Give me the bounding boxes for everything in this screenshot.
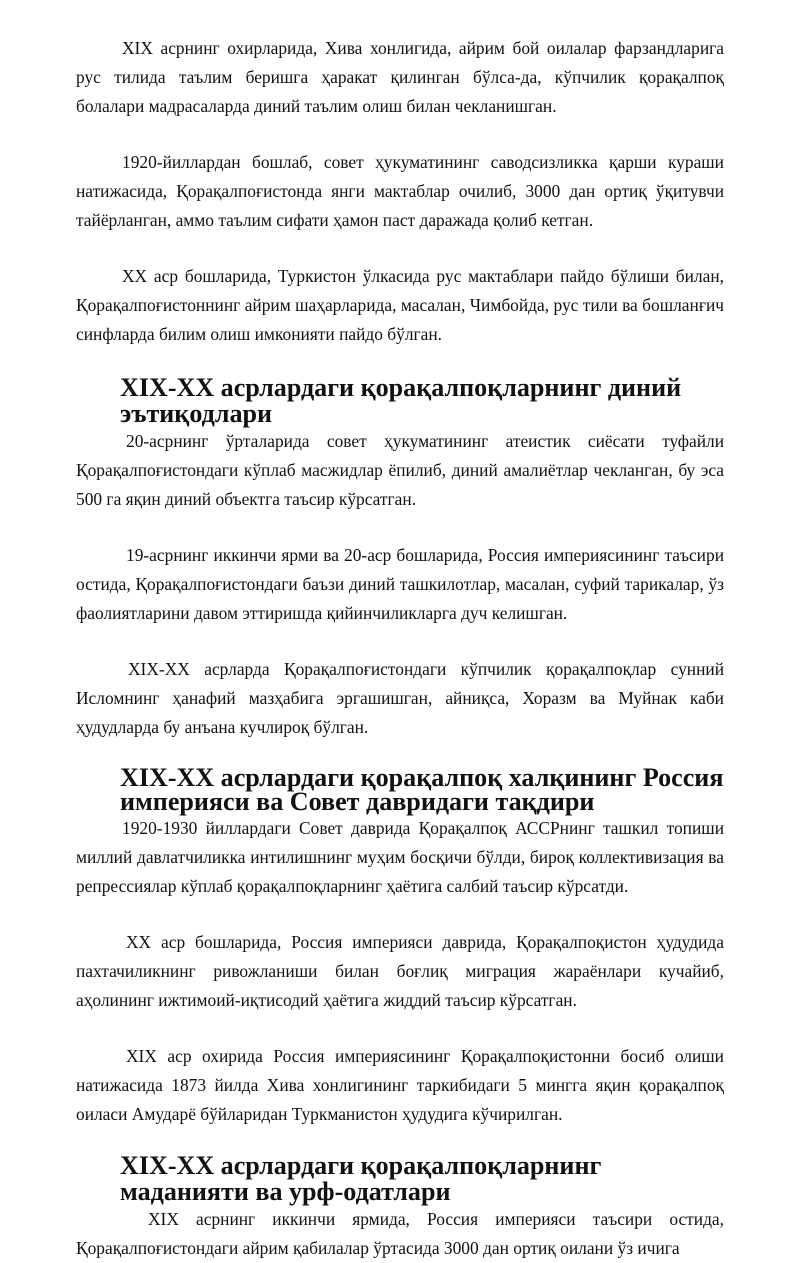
- paragraph-atheist-policy: 20-асрнинг ўрталарида совет ҳукуматининг атеистик сиёсати туфайли Қорақалпоғистондаги кўплаб масжидлар ёпилиб, диний амалиётлар чекланган, бу эса 500 га яқин диний объектга таъсир кўрсатган.: [76, 431, 724, 509]
- section-heading-culture: XIX-XX асрлардаги қорақалпоқларнинг маданияти ва урф-одатлари: [120, 1151, 602, 1206]
- paragraph-russian-schools: XX аср бошларида, Туркистон ўлкасида рус мактаблари пайдо бўлиши билан, Қорақалпоғистоннинг айрим шаҳарларида, масалан, Чимбойда, рус тили ва бошланғич синфларда билим олиш имконияти пайдо бўлган.: [76, 266, 724, 344]
- paragraph-tribes: XIX асрнинг иккинчи ярмида, Россия империяси таъсири остида, Қорақалпоғистондаги айрим қабилалар ўртасида 3000 дан ортиқ оилани ўз ичига: [76, 1209, 724, 1258]
- paragraph-cotton-migration: XX аср бошларида, Россия империяси даврида, Қорақалпоқистон ҳудудида пахтачиликнинг ривожланиши билан боғлиқ миграция жараёнлари кучайиб, аҳолининг ижтимоий-иқтисодий ҳаётига жиддий таъсир кўрсатган.: [76, 932, 724, 1010]
- section-heading-fate: XIX-XX асрлардаги қорақалпоқ халқининг Россия империяси ва Совет давридаги тақдири: [120, 763, 724, 816]
- paragraph-soviet-schools: 1920-йиллардан бошлаб, совет ҳукуматининг саводсизликка қарши кураши натижасида, Қорақалпоғистонда янги мактаблар очилиб, 3000 дан ортиқ ўқитувчи тайёрланган, аммо таълим сифати ҳамон паст даражада қолиб кетган.: [76, 152, 724, 230]
- paragraph-sufi-orders: 19-асрнинг иккинчи ярми ва 20-аср бошларида, Россия империясининг таъсири остида, Қорақалпоғистондаги баъзи диний ташкилотлар, масалан, суфий тарикалар, ўз фаолиятларини давом эттиришда қийинчиликларга дуч келишган.: [76, 545, 724, 623]
- section-heading-religion: XIX-XX асрлардаги қорақалпоқларнинг диний эътиқодлари: [120, 373, 682, 428]
- paragraph-education-khiva: XIX асрнинг охирларида, Хива хонлигида, айрим бой оилалар фарзандларига рус тилида таълим беришга ҳаракат қилинган бўлса-да, кўпчилик қорақалпоқ болалари мадрасаларда диний таълим олиш билан чекланишган.: [76, 38, 724, 116]
- paragraph-hanafi-madhhab: XIX-XX асрларда Қорақалпоғистондаги кўпчилик қорақалпоқлар сунний Исломнинг ҳанафий мазҳабига эргашишган, айниқса, Хоразм ва Муйнак каби ҳудудларда бу анъана кучлироқ бўлган.: [76, 659, 724, 737]
- paragraph-resettlement-1873: XIX аср охирида Россия империясининг Қорақалпоқистонни босиб олиши натижасида 1873 йилда Хива хонлигининг таркибидаги 5 мингга яқин қорақалпоқ оиласи Амударё бўйларидан Туркманистон ҳудудига кўчирилган.: [76, 1046, 724, 1124]
- document-page: [76, 34, 724, 1263]
- paragraph-karakalpak-assr: 1920-1930 йиллардаги Совет даврида Қорақалпоқ АССРнинг ташкил топиши миллий давлатчиликка интилишнинг муҳим босқичи бўлди, бироқ коллективизация ва репрессиялар кўплаб қорақалпоқларнинг ҳаётига салбий таъсир кўрсатди.: [76, 818, 724, 896]
